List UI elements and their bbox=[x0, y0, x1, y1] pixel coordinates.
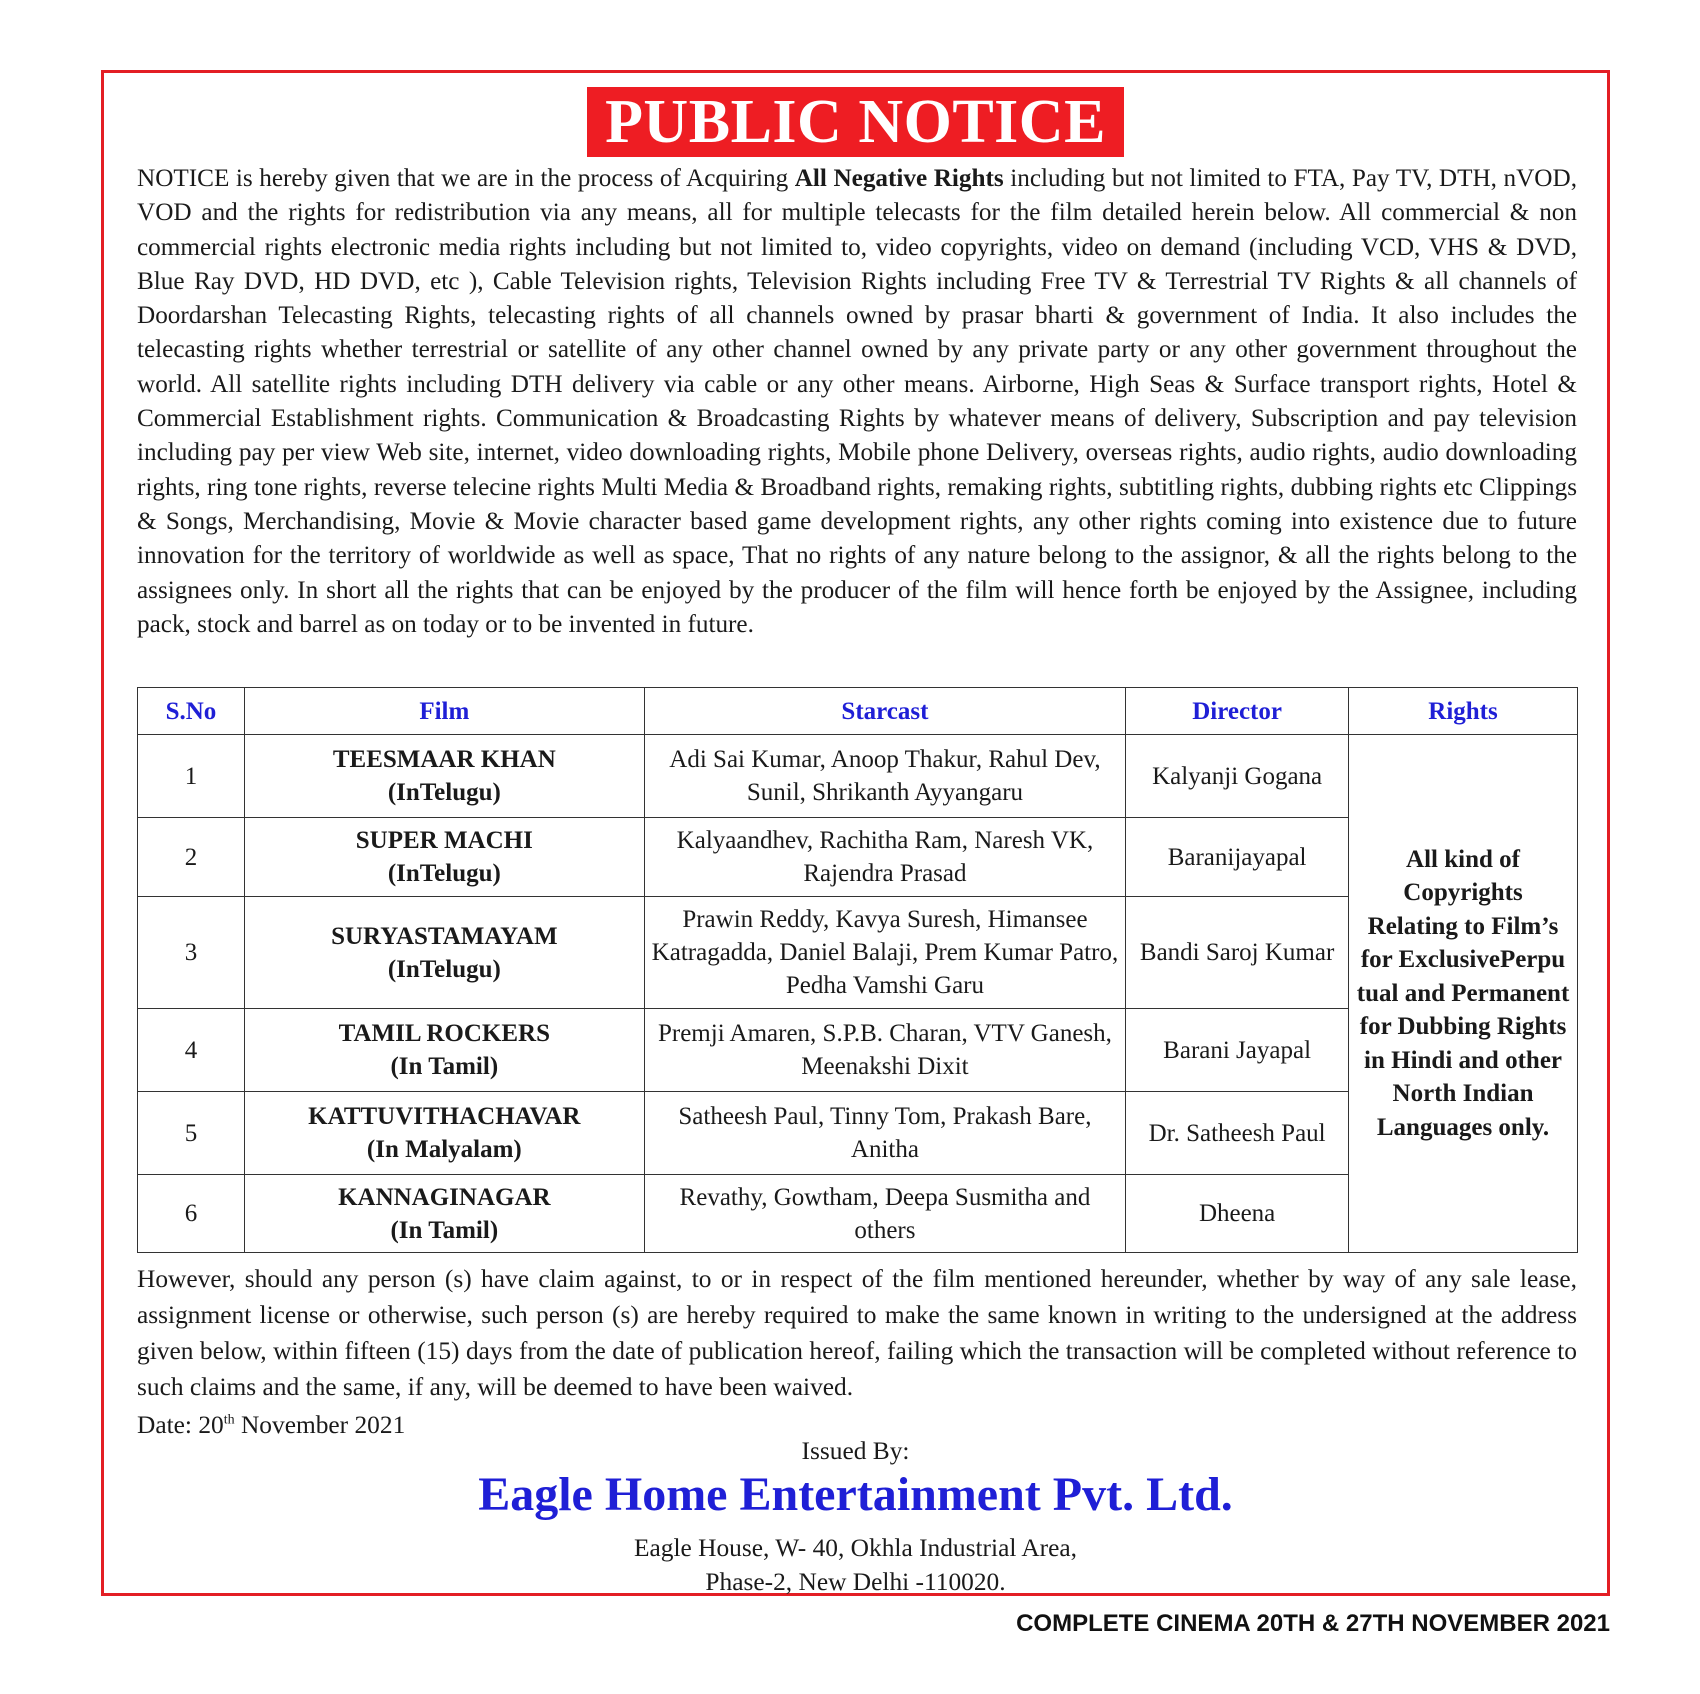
table-row bbox=[138, 735, 1578, 818]
company-name: Eagle Home Entertainment Pvt. Ltd. bbox=[478, 1468, 1233, 1521]
row-director: Kalyanji Gogana bbox=[1126, 735, 1349, 818]
film-language: (InTelugu) bbox=[387, 955, 501, 983]
row-film bbox=[244, 1175, 644, 1253]
row-sno: 6 bbox=[138, 1175, 245, 1253]
notice-frame bbox=[101, 70, 1610, 1596]
row-director: Dheena bbox=[1126, 1175, 1349, 1253]
title-wrap bbox=[104, 87, 1607, 157]
film-title: SUPER MACHI bbox=[355, 827, 533, 854]
intro-paragraph bbox=[137, 162, 1577, 642]
row-starcast: Adi Sai Kumar, Anoop Thakur, Rahul Dev, Sunil, Shrikanth Ayyangaru bbox=[644, 735, 1125, 818]
header-film: Film bbox=[244, 688, 644, 735]
closing-paragraph: However, should any person (s) have claim against, to or in respect of the film mentioned hereunder, whether by way of any sale lease, assignment license or otherwise, such person (s) are hereby required to make the same known in writing to the undersigned at the address given below, within fifteen (15) days from the date of publication hereof, failing which the transaction will be completed without reference to such claims and the same, if any, will be deemed to have been waived. bbox=[137, 1265, 1577, 1401]
row-film bbox=[244, 735, 644, 818]
row-sno: 4 bbox=[138, 1009, 245, 1092]
intro-lead: NOTICE is hereby given that we are in the process of Acquiring bbox=[137, 165, 795, 192]
notice-title: PUBLIC NOTICE bbox=[587, 87, 1124, 157]
header-director: Director bbox=[1126, 688, 1349, 735]
row-director: Baranijayapal bbox=[1126, 818, 1349, 897]
publication-date bbox=[137, 1411, 405, 1440]
row-starcast: Prawin Reddy, Kavya Suresh, Himansee Katragadda, Daniel Balaji, Prem Kumar Patro, Pedha Vamshi Garu bbox=[644, 897, 1125, 1009]
row-sno: 2 bbox=[138, 818, 245, 897]
header-starcast: Starcast bbox=[644, 688, 1125, 735]
row-starcast: Kalyaandhev, Rachitha Ram, Naresh VK, Rajendra Prasad bbox=[644, 818, 1125, 897]
film-language: (In Malyalam) bbox=[366, 1136, 522, 1163]
film-title: KATTUVITHACHAVAR bbox=[308, 1103, 581, 1130]
header-sno: S.No bbox=[138, 688, 245, 735]
row-film bbox=[244, 818, 644, 897]
rights-cell: All kind of Copyrights Relating to Film’s for ExclusivePerpu tual and Permanent for Dubbing Rights in Hindi and other North Indian Languages only. bbox=[1349, 735, 1578, 1253]
film-title: SURYASTAMAYAM bbox=[331, 922, 558, 950]
row-sno: 5 bbox=[138, 1092, 245, 1175]
publication-footer: COMPLETE CINEMA 20TH & 27TH NOVEMBER 2021 bbox=[1016, 1610, 1610, 1637]
date-rest: November 2021 bbox=[234, 1411, 406, 1439]
film-language: (InTelugu) bbox=[387, 860, 501, 887]
row-starcast: Revathy, Gowtham, Deepa Susmitha and others bbox=[644, 1175, 1125, 1253]
intro-bold: All Negative Rights bbox=[794, 165, 1004, 192]
row-sno: 3 bbox=[138, 897, 245, 1009]
row-starcast: Satheesh Paul, Tinny Tom, Prakash Bare, Anitha bbox=[644, 1092, 1125, 1175]
row-film bbox=[244, 1092, 644, 1175]
film-language: (In Tamil) bbox=[390, 1216, 499, 1244]
intro-rest: including but not limited to FTA, Pay TV, DTH, nVOD, VOD and the rights for redistribution via any means, all for multiple telecasts for the film detailed herein below. All commercial & non commercial rights electronic media rights including but not limited to, video copyrights, video on demand (including VCD, VHS & DVD, Blue Ray DVD, HD DVD, etc ), Cable Television rights, Television Rights including Free TV & Terrestrial TV Rights & all channels of Doordarshan Telecasting Rights, telecasting rights of all channels owned by prasar bharti & government of India. It also includes the telecasting rights whether terrestrial or satellite of any other channel owned by any private party or any other government throughout the world. All satellite rights including DTH delivery via cable or any other means. Airborne, High Seas & Surface transport rights, Hotel & Commercial Establishment rights. Communication & Broadcasting Rights by whatever means of delivery, Subscription and pay television including pay per view Web site, internet, video downloading rights, Mobile phone Delivery, overseas rights, audio rights, audio downloading rights, ring tone rights, reverse telecine rights Multi Media & Broadband rights, remaking rights, subtitling rights, dubbing rights etc Clippings & Songs, Merchandising, Movie & Movie character based game development rights, any other rights coming into existence due to future innovation for the territory of worldwide as well as space, That no rights of any nature belong to the assignor, & all the rights belong to the assignees only. In short all the rights that can be enjoyed by the producer of the film will hence forth be enjoyed by the Assignee, including pack, stock and barrel as on today or to be invented in future. bbox=[137, 165, 1577, 638]
row-sno: 1 bbox=[138, 735, 245, 818]
row-film bbox=[244, 1009, 644, 1092]
film-title: TEESMAAR KHAN bbox=[332, 746, 556, 773]
row-starcast: Premji Amaren, S.P.B. Charan, VTV Ganesh, Meenakshi Dixit bbox=[644, 1009, 1125, 1092]
address-line-1: Eagle House, W- 40, Okhla Industrial Area, bbox=[633, 1534, 1078, 1562]
header-rights: Rights bbox=[1349, 688, 1578, 735]
film-language: (In Tamil) bbox=[390, 1053, 499, 1080]
row-director: Dr. Satheesh Paul bbox=[1126, 1092, 1349, 1175]
address-line-2: Phase-2, New Delhi -110020. bbox=[705, 1568, 1006, 1596]
row-film bbox=[244, 897, 644, 1009]
row-director: Bandi Saroj Kumar bbox=[1126, 897, 1349, 1009]
film-title: KANNAGINAGAR bbox=[338, 1183, 551, 1211]
film-language: (InTelugu) bbox=[387, 779, 501, 806]
date-suffix: th bbox=[223, 1412, 235, 1428]
issued-by: Issued By: bbox=[801, 1437, 910, 1465]
film-title: TAMIL ROCKERS bbox=[338, 1020, 551, 1047]
row-director: Barani Jayapal bbox=[1126, 1009, 1349, 1092]
table-header-row bbox=[138, 688, 1578, 735]
date-label: Date: 20 bbox=[137, 1411, 224, 1439]
films-table bbox=[137, 687, 1578, 1253]
company-address bbox=[104, 1531, 1607, 1599]
